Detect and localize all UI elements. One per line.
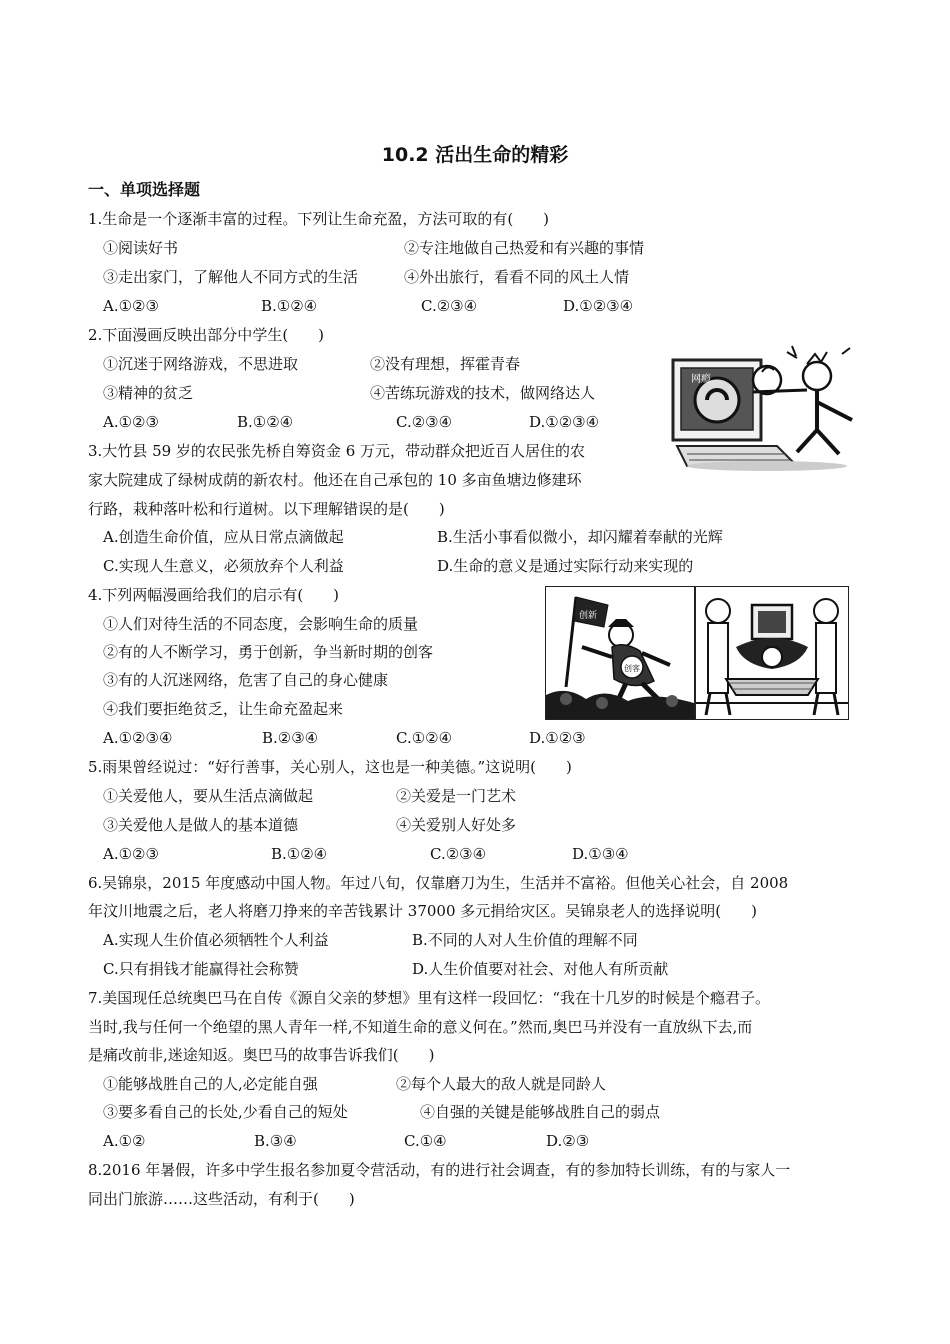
cartoon-badge-text: 创客 <box>624 664 640 673</box>
q5-stem: 5.雨果曾经说过：“好行善事，关心别人，这也是一种美德。”这说明( ) <box>88 758 572 776</box>
q5-option-a[interactable]: A.①②③ <box>103 845 159 863</box>
q2-stem: 2.下面漫画反映出部分中学生( ) <box>88 326 325 344</box>
q2-item-2: ②没有理想，挥霍青春 <box>370 355 521 373</box>
q6-stem-line-2: 年汶川地震之后，老人将磨刀挣来的辛苦钱累计 37000 多元捐给灾区。吴锦泉老人的选择说明( ) <box>88 902 757 920</box>
q6-option-d[interactable]: D.人生价值要对社会、对他人有所贡献 <box>412 960 669 978</box>
q6-stem-line-1: 6.吴锦泉，2015 年度感动中国人物。年过八旬，仅靠磨刀为生，生活并不富裕。但他关心社会，自 2008 <box>88 874 789 892</box>
q6-option-c[interactable]: C.只有捐钱才能赢得社会称赞 <box>103 960 299 978</box>
q4-item-3: ③有的人沉迷网络，危害了自己的身心健康 <box>103 671 389 689</box>
q7-item-1: ①能够战胜自己的人,必定能自强 <box>103 1075 318 1093</box>
q3-option-a[interactable]: A.创造生命价值，应从日常点滴做起 <box>103 528 344 546</box>
q7-option-d[interactable]: D.②③ <box>546 1132 590 1150</box>
q3-option-d[interactable]: D.生命的意义是通过实际行动来实现的 <box>437 557 694 575</box>
q2-item-3: ③精神的贫乏 <box>103 384 194 402</box>
q2-item-1: ①沉迷于网络游戏，不思进取 <box>103 355 299 373</box>
q7-stem-line-1: 7.美国现任总统奥巴马在自传《源自父亲的梦想》里有这样一段回忆：“我在十几岁的时候是个瘾君子。 <box>88 989 770 1007</box>
internet-addict-cartoon <box>695 586 849 720</box>
q3-option-c[interactable]: C.实现人生意义，必须放弃个人利益 <box>103 557 344 575</box>
q5-item-2: ②关爱是一门艺术 <box>396 787 517 805</box>
q7-item-2: ②每个人最大的敌人就是同龄人 <box>396 1075 607 1093</box>
q7-stem-line-2: 当时,我与任何一个绝望的黑人青年一样,不知道生命的意义何在。”然而,奥巴马并没有一直放纵下去,而 <box>88 1018 753 1036</box>
q7-item-3: ③要多看自己的长处,少看自己的短处 <box>103 1103 348 1121</box>
q4-item-2: ②有的人不断学习，勇于创新，争当新时期的创客 <box>103 643 434 661</box>
q4-stem: 4.下列两幅漫画给我们的启示有( ) <box>88 586 340 604</box>
q5-item-1: ①关爱他人，要从生活点滴做起 <box>103 787 314 805</box>
q2-item-4: ④苦练玩游戏的技术，做网络达人 <box>370 384 596 402</box>
q1-option-b[interactable]: B.①②④ <box>261 297 318 315</box>
q8-stem-line-2: 同出门旅游……这些活动，有利于( ) <box>88 1190 355 1208</box>
cartoon-label: 网瘾 <box>691 374 711 385</box>
q7-option-b[interactable]: B.③④ <box>254 1132 297 1150</box>
q4-option-c[interactable]: C.①②④ <box>396 729 453 747</box>
q1-option-a[interactable]: A.①②③ <box>103 297 159 315</box>
q5-item-3: ③关爱他人是做人的基本道德 <box>103 816 299 834</box>
q2-option-b[interactable]: B.①②④ <box>237 413 294 431</box>
q4-option-b[interactable]: B.②③④ <box>262 729 319 747</box>
cartoon-flag-text: 创新 <box>579 611 598 621</box>
q1-option-c[interactable]: C.②③④ <box>421 297 478 315</box>
q2-option-c[interactable]: C.②③④ <box>396 413 453 431</box>
q1-stem: 1.生命是一个逐渐丰富的过程。下列让生命充盈，方法可取的有( ) <box>88 210 550 228</box>
q1-item-2: ②专注地做自己热爱和有兴趣的事情 <box>404 239 645 257</box>
q6-option-a[interactable]: A.实现人生价值必须牺牲个人利益 <box>103 931 329 949</box>
q5-option-d[interactable]: D.①③④ <box>572 845 629 863</box>
q4-option-a[interactable]: A.①②③④ <box>103 729 173 747</box>
innovator-cartoon <box>545 586 695 720</box>
q1-item-3: ③走出家门，了解他人不同方式的生活 <box>103 268 359 286</box>
q4-option-d[interactable]: D.①②③ <box>529 729 586 747</box>
q5-item-4: ④关爱别人好处多 <box>396 816 517 834</box>
q7-option-a[interactable]: A.①② <box>103 1132 146 1150</box>
internet-addict-cartoon-drawing <box>696 587 848 719</box>
page-title: 10.2 活出生命的精彩 <box>381 144 569 166</box>
q1-item-1: ①阅读好书 <box>103 239 179 257</box>
q3-stem-line-1: 3.大竹县 59 岁的农民张先桥自筹资金 6 万元，带动群众把近百人居住的农 <box>88 442 586 460</box>
q2-option-d[interactable]: D.①②③④ <box>529 413 600 431</box>
q3-stem-line-2: 家大院建成了绿树成荫的新农村。他还在自己承包的 10 多亩鱼塘边修建环 <box>88 471 582 489</box>
q7-stem-line-3: 是痛改前非,迷途知返。奥巴马的故事告诉我们( ) <box>88 1046 435 1064</box>
q4-item-4: ④我们要拒绝贫乏，让生命充盈起来 <box>103 700 344 718</box>
internet-addiction-cartoon-drawing <box>667 342 864 472</box>
section-heading: 一、单项选择题 <box>88 180 201 199</box>
q4-item-1: ①人们对待生活的不同态度，会影响生命的质量 <box>103 615 419 633</box>
q6-option-b[interactable]: B.不同的人对人生价值的理解不同 <box>412 931 638 949</box>
q5-option-c[interactable]: C.②③④ <box>430 845 487 863</box>
q8-stem-line-1: 8.2016 年暑假，许多中学生报名参加夏令营活动，有的进行社会调查，有的参加特长训练，有的与家人一 <box>88 1161 791 1179</box>
innovator-cartoon-drawing <box>546 587 694 719</box>
internet-addiction-cartoon <box>667 342 864 472</box>
q1-option-d[interactable]: D.①②③④ <box>563 297 634 315</box>
q3-stem-line-3: 行路，栽种落叶松和行道树。以下理解错误的是( ) <box>88 500 445 518</box>
q2-option-a[interactable]: A.①②③ <box>103 413 159 431</box>
q3-option-b[interactable]: B.生活小事看似微小，却闪耀着奉献的光辉 <box>437 528 723 546</box>
q5-option-b[interactable]: B.①②④ <box>271 845 328 863</box>
q7-option-c[interactable]: C.①④ <box>404 1132 447 1150</box>
q7-item-4: ④自强的关键是能够战胜自己的弱点 <box>420 1103 661 1121</box>
q1-item-4: ④外出旅行，看看不同的风土人情 <box>404 268 630 286</box>
